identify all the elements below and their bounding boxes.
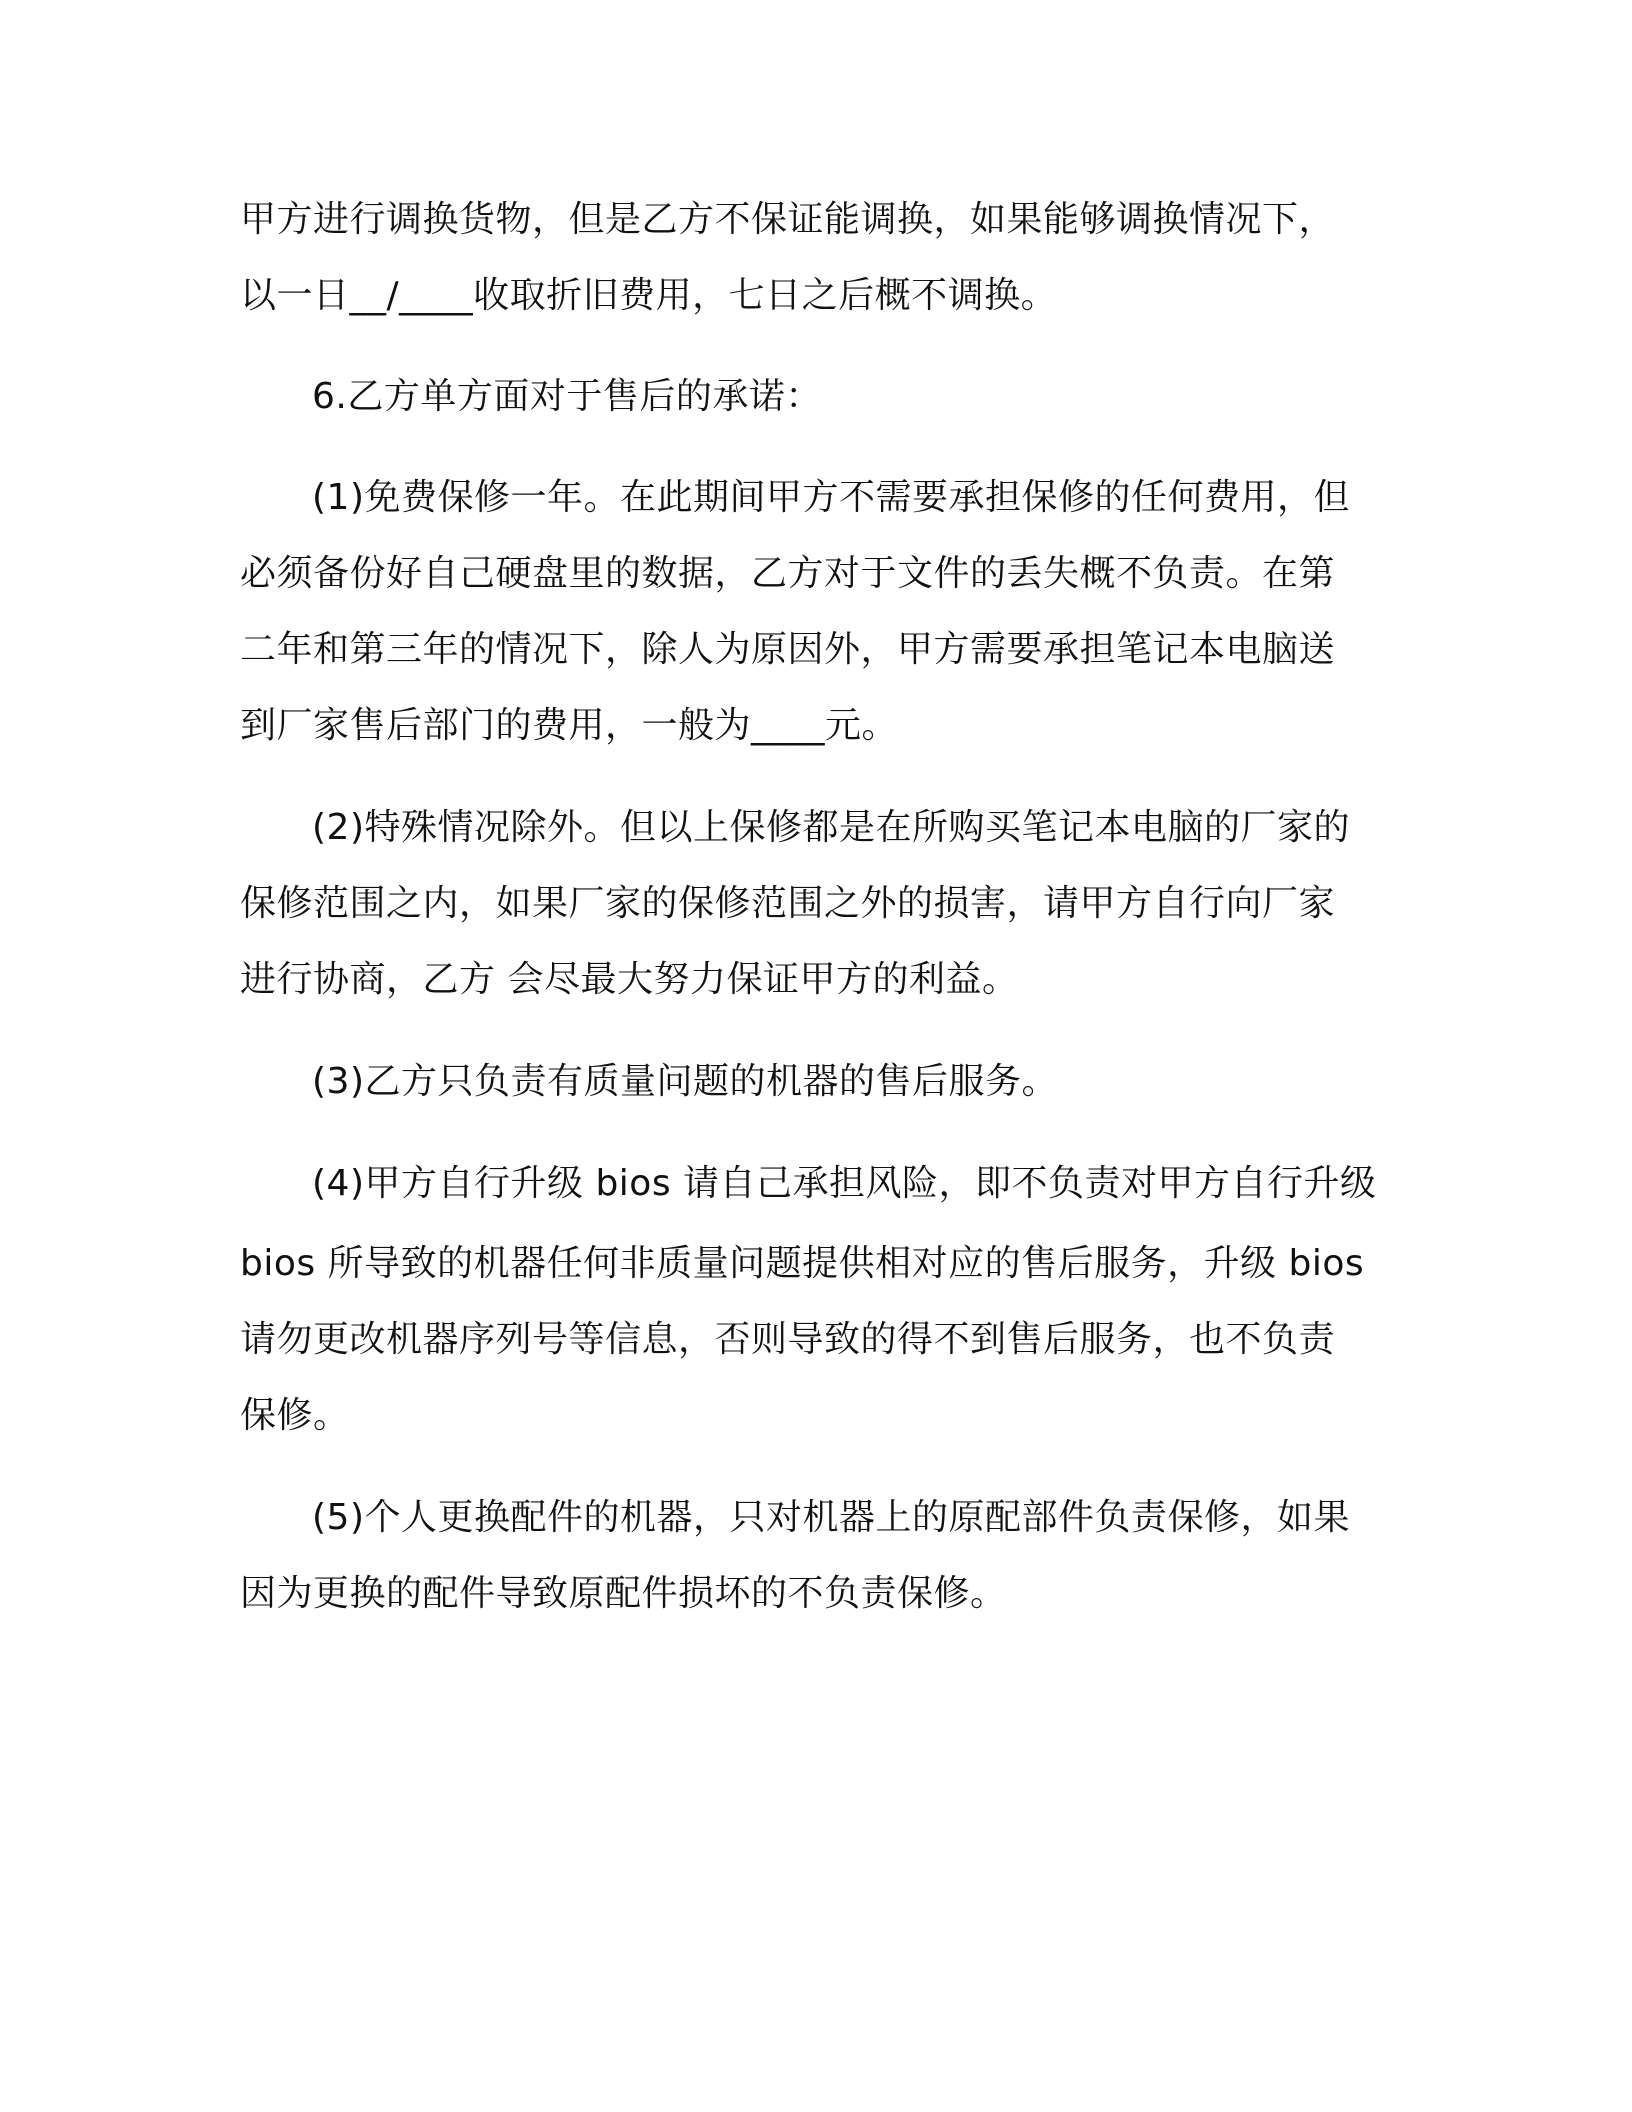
text-line: 以一日__/____收取折旧费用，七日之后概不调换。 xyxy=(240,275,1058,316)
text-line: 甲方进行调换货物，但是乙方不保证能调换，如果能够调换情况下， xyxy=(240,199,1336,240)
text-line: 进行协商，乙方 会尽最大努力保证甲方的利益。 xyxy=(240,959,1019,1000)
text-line: 二年和第三年的情况下，除人为原因外，甲方需要承担笔记本电脑送 xyxy=(240,629,1336,670)
text-line: 必须备份好自己硬盘里的数据，乙方对于文件的丢失概不负责。在第 xyxy=(240,553,1336,594)
text-line: 因为更换的配件导致原配件损坏的不负责保修。 xyxy=(240,1573,1007,1614)
text-line: (2)特殊情况除外。但以上保修都是在所购买笔记本电脑的厂家的 xyxy=(312,807,1350,848)
text-line: 请勿更改机器序列号等信息，否则导致的得不到售后服务，也不负责 xyxy=(240,1319,1336,1360)
text-line: 保修。 xyxy=(240,1395,350,1436)
text-line: (5)个人更换配件的机器，只对机器上的原配部件负责保修，如果 xyxy=(312,1497,1350,1538)
text-line: 保修范围之内，如果厂家的保修范围之外的损害，请甲方自行向厂家 xyxy=(240,883,1336,924)
text-line: bios 所导致的机器任何非质量问题提供相对应的售后服务，升级 bios xyxy=(240,1243,1365,1284)
text-line: (3)乙方只负责有质量问题的机器的售后服务。 xyxy=(312,1061,1058,1102)
text-line: (1)免费保修一年。在此期间甲方不需要承担保修的任何费用，但 xyxy=(312,477,1350,518)
text-line: (4)甲方自行升级 bios 请自己承担风险，即不负责对甲方自行升级 xyxy=(312,1163,1377,1204)
text-line: 到厂家售后部门的费用，一般为____元。 xyxy=(240,705,899,746)
section-heading: 6.乙方单方面对于售后的承诺： xyxy=(312,376,822,417)
